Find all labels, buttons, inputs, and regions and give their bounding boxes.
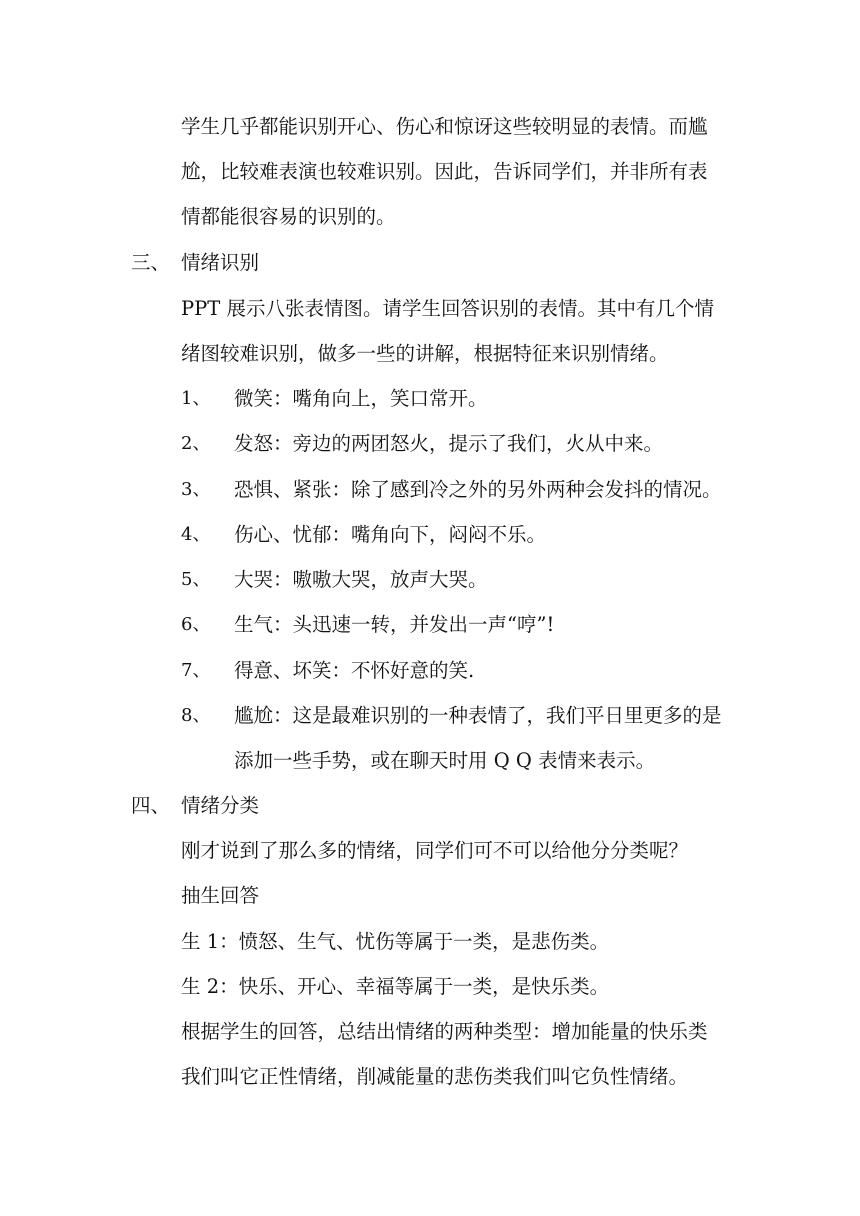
list-item-text: 伤心、忧郁：嘴角向下，闷闷不乐。 <box>234 523 547 546</box>
section-4-line: 刚才说到了那么多的情绪，同学们可不可以给他分分类呢？ <box>181 839 689 862</box>
list-item-text: 微笑：嘴角向上，笑口常开。 <box>234 387 488 410</box>
section-4-line: 生 1：愤怒、生气、忧伤等属于一类，是悲伤类。 <box>181 930 610 953</box>
list-item-text-continuation: 添加一些手势，或在聊天时用 Q Q 表情来表示。 <box>234 749 656 772</box>
section-3-para-line-2: 绪图较难识别，做多一些的讲解，根据特征来识别情绪。 <box>181 342 669 365</box>
list-item-text: 得意、坏笑：不怀好意的笑. <box>234 659 475 682</box>
intro-line-3: 情都能很容易的识别的。 <box>181 205 396 228</box>
list-item-text: 恐惧、紧张：除了感到冷之外的另外两种会发抖的情况。 <box>234 478 722 501</box>
list-item-number: 8、 <box>181 705 211 726</box>
section-3-para-line-1: PPT 展示八张表情图。请学生回答识别的表情。其中有几个情 <box>181 297 714 320</box>
section-4-line: 抽生回答 <box>181 884 260 907</box>
list-item-number: 2、 <box>181 433 211 454</box>
section-4-line: 我们叫它正性情绪，削减能量的悲伤类我们叫它负性情绪。 <box>181 1065 689 1088</box>
section-4-line: 生 2：快乐、开心、幸福等属于一类，是快乐类。 <box>181 975 610 998</box>
list-item-number: 1、 <box>181 388 211 409</box>
section-3-number: 三、 <box>131 251 171 274</box>
intro-line-2: 尬，比较难表演也较难识别。因此，告诉同学们，并非所有表 <box>181 160 708 183</box>
list-item-text: 尴尬：这是最难识别的一种表情了，我们平日里更多的是 <box>234 704 722 727</box>
list-item-text: 大哭：嗷嗷大哭，放声大哭。 <box>234 568 488 591</box>
list-item-number: 6、 <box>181 614 211 635</box>
list-item-text: 生气：头迅速一转，并发出一声“哼”! <box>234 613 555 636</box>
list-item-number: 7、 <box>181 660 211 681</box>
intro-line-1: 学生几乎都能识别开心、伤心和惊讶这些较明显的表情。而尴 <box>181 115 708 138</box>
list-item-text: 发怒：旁边的两团怒火，提示了我们，火从中来。 <box>234 432 664 455</box>
section-3-heading: 情绪识别 <box>181 251 260 274</box>
list-item-number: 4、 <box>181 524 211 545</box>
section-4-heading: 情绪分类 <box>181 794 260 817</box>
list-item-number: 5、 <box>181 569 211 590</box>
list-item-number: 3、 <box>181 479 211 500</box>
section-4-number: 四、 <box>131 794 171 817</box>
section-4-line: 根据学生的回答，总结出情绪的两种类型：增加能量的快乐类 <box>181 1020 708 1043</box>
